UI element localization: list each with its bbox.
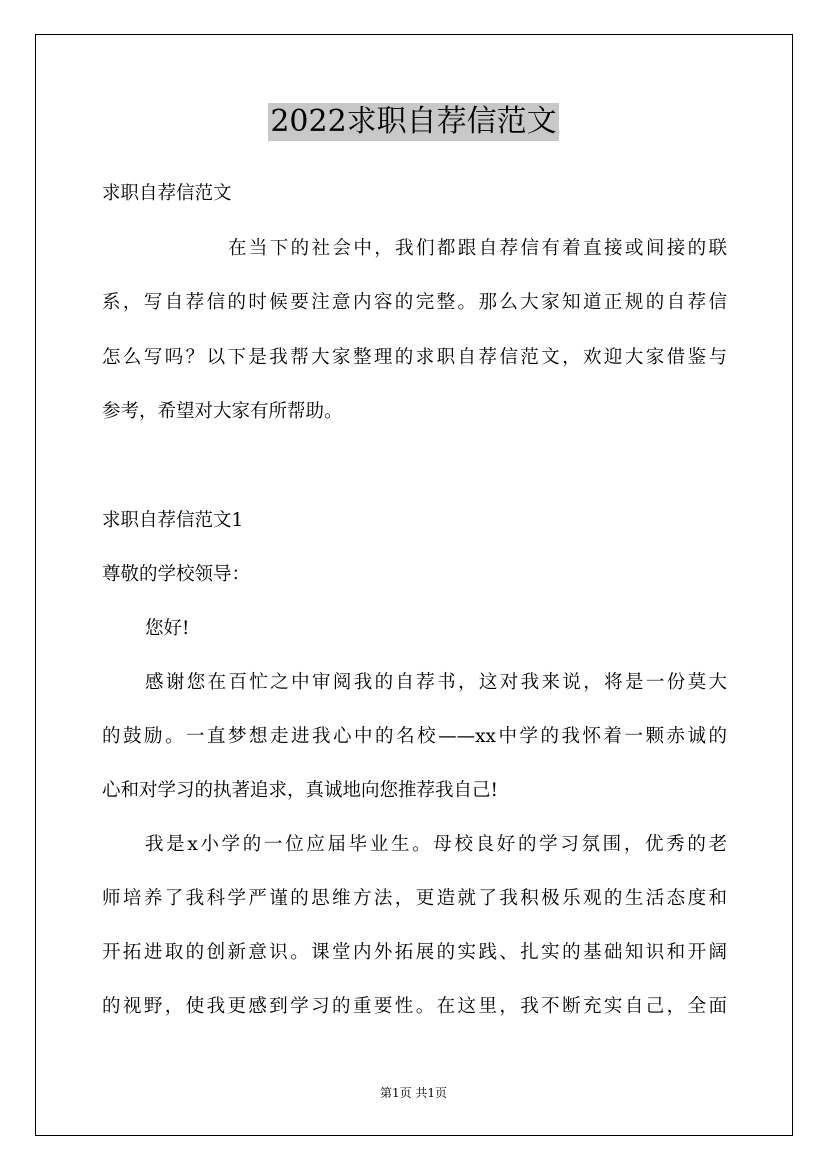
- paragraph1-line-1: 感谢您在百忙之中审阅我的自荐书，这对我来说，将是一份莫大: [145, 672, 727, 693]
- document-title: 2022求职自荐信范文: [270, 104, 557, 139]
- intro-line-4: 参考，希望对大家有所帮助。: [102, 401, 343, 422]
- paragraph2-line-1: 我是x小学的一位应届毕业生。母校良好的学习氛围，优秀的老: [145, 834, 727, 855]
- intro-line-3: 怎么写吗？以下是我帮大家整理的求职自荐信范文，欢迎大家借鉴与: [102, 347, 727, 368]
- intro-line-2: 系，写自荐信的时候要注意内容的完整。那么大家知道正规的自荐信: [102, 292, 727, 313]
- subtitle: 求职自荐信范文: [102, 183, 232, 204]
- section-title: 求职自荐信范文1: [102, 510, 244, 531]
- paragraph2-line-2: 师培养了我科学严谨的思维方法，更造就了我积极乐观的生活态度和: [102, 888, 727, 909]
- salutation: 尊敬的学校领导：: [102, 564, 251, 585]
- paragraph2-line-3: 开拓进取的创新意识。课堂内外拓展的实践、扎实的基础知识和开阔: [102, 942, 727, 963]
- paragraph1-line-2: 的鼓励。一直梦想走进我心中的名校——xx中学的我怀着一颗赤诚的: [102, 726, 727, 747]
- title-container: [0, 103, 827, 141]
- page-footer: 第1页 共1页: [379, 1086, 448, 1100]
- paragraph1-line-3: 心和对学习的执著追求，真诚地向您推荐我自己!: [102, 780, 498, 801]
- paragraph2-line-4: 的视野，使我更感到学习的重要性。在这里，我不断充实自己，全面: [102, 996, 727, 1017]
- intro-line-1: 在当下的社会中，我们都跟自荐信有着直接或间接的联: [228, 238, 727, 259]
- greeting: 您好!: [145, 618, 190, 639]
